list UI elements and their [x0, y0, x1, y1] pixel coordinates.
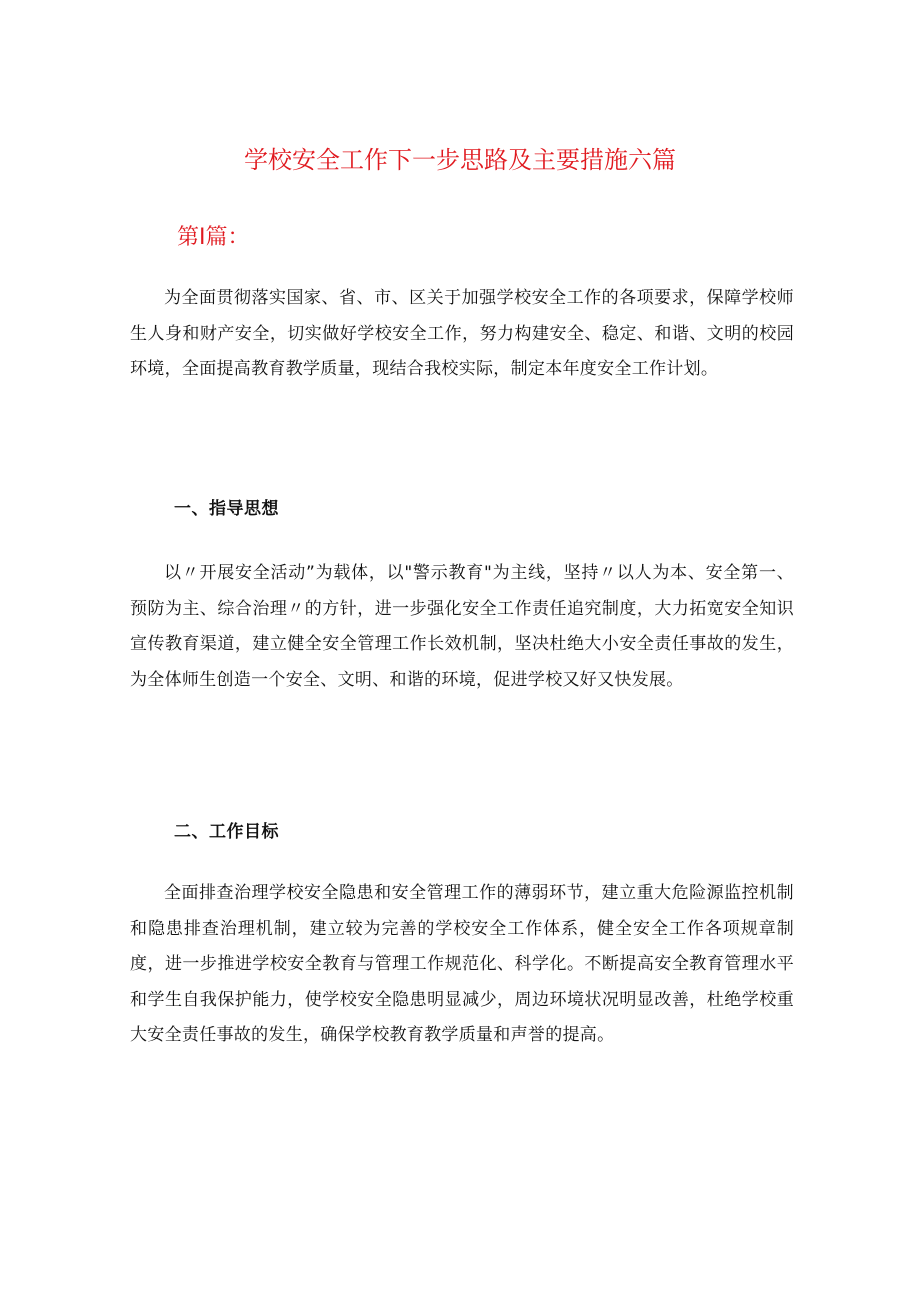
section-heading-work-goals: 二、工作目标 [174, 822, 279, 842]
document-title: 学校安全工作下一步思路及主要措施六篇 [244, 146, 676, 174]
section-heading-guiding-ideology: 一、指导思想 [174, 499, 279, 519]
intro-paragraph: 为全面贯彻落实国家、省、市、区关于加强学校安全工作的各项要求，保障学校师生人身和财产安全，切实做好学校安全工作，努力构建安全、稳定、和谐、文明的校园环境，全面提高教育教学质量，现结合我校实际，制定本年度安全工作计划。 [130, 288, 794, 379]
section-paragraph-guiding-ideology: 以〃开展安全活动”为载体，以"警示教育"为主线，坚持〃以人为本、安全第一、预防为主、综合治理〃的方针，进一步强化安全工作责任追究制度，大力拓宽安全知识宣传教育渠道，建立健全安全管理工作长效机制，坚决杜绝大小安全责任事故的发生，为全体师生创造一个安全、文明、和谐的环境，促进学校又好又快发展。 [130, 563, 794, 690]
section-paragraph-work-goals: 全面排查治理学校安全隐患和安全管理工作的薄弱环节，建立重大危险源监控机制和隐患排查治理机制，建立较为完善的学校安全工作体系，健全安全工作各项规章制度，进一步推进学校安全教育与管理工作规范化、科学化。不断提高安全教育管理水平和学生自我保护能力，使学校安全隐患明显减少，周边环境状况明显改善，杜绝学校重大安全责任事故的发生，确保学校教育教学质量和声誉的提高。 [130, 883, 794, 1045]
part-heading: 第Ⅰ篇： [177, 225, 250, 250]
